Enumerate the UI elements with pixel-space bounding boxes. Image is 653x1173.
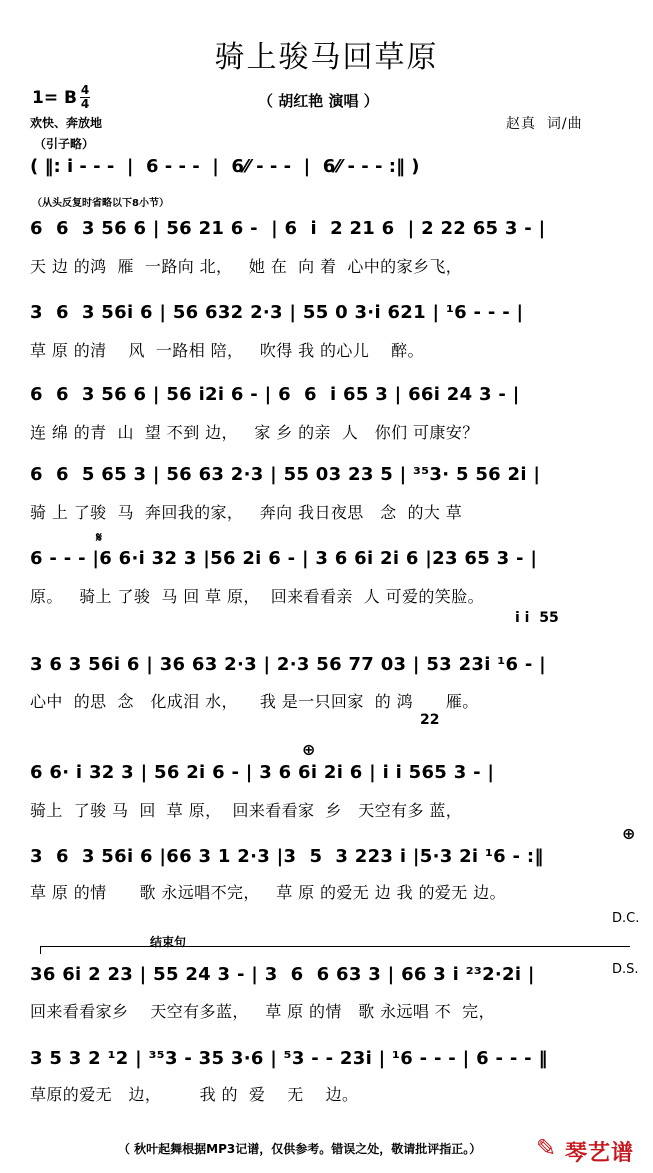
- notation-line-5: 6 - - - |6 6·i 32 3 |56 2i 6 - | 3 6 6i 2i 6 |23 65 3 - |: [30, 548, 538, 569]
- footer-note: （ 秋叶起舞根据MP3记谱，仅供参考。错误之处，敬请批评指正。）: [118, 1142, 482, 1156]
- site-logo: 琴艺谱: [565, 1141, 635, 1166]
- notation-line-1: 6 6 3 56 6 | 56 21 6 - | 6 i 2 21 6 | 2 22 65 3 - |: [30, 218, 546, 239]
- key-signature: 1= B: [32, 88, 77, 108]
- notation-line-3: 6 6 3 56 6 | 56 i2i 6 - | 6 6 i 65 3 | 66i 24 3 - |: [30, 384, 520, 405]
- ending-bracket: [40, 946, 630, 947]
- intro-label: （引子略）: [34, 137, 95, 151]
- lyrics-line-8: 草 原 的情 歌 永远唱不完， 草 原 的爱无 边 我 的爱无 边。: [30, 883, 506, 902]
- dc-mark: D.C.: [612, 911, 640, 926]
- notation-line-9: 36 6i 2 23 | 55 24 3 - | 3 6 6 63 3 | 66 3 i ²³2·2i |: [30, 964, 535, 985]
- above-notes-a: i i 55: [515, 610, 559, 626]
- lyrics-line-5: 原。 骑上 了骏 马 回 草 原， 回来看看亲 人 可爱的笑脸。: [30, 587, 485, 606]
- lyrics-line-6: 心中 的思 念 化成泪 水， 我 是一只回家 的 鸿 雁。: [30, 692, 479, 711]
- above-notes-b: 22: [420, 712, 440, 728]
- lyrics-line-4: 骑 上 了骏 马 奔回我的家， 奔向 我日夜思 念 的大 草: [30, 503, 463, 522]
- notation-line-8: 3 6 3 56i 6 |66 3 1 2·3 |3 5 3 223 i |5·3 2i ¹6 - :‖: [30, 846, 544, 867]
- notation-line-10: 3 5 3 2 ¹2 | ³⁵3 - 35 3·6 | ⁵3 - - 23i | ¹6 - - - | 6 - - - ‖: [30, 1048, 548, 1069]
- notation-line-2: 3 6 3 56i 6 | 56 632 2·3 | 55 0 3·i 621 | ¹6 - - - |: [30, 302, 524, 323]
- notation-line-6: 3 6 3 56i 6 | 36 63 2·3 | 2·3 56 77 03 | 53 23i ¹6 - |: [30, 654, 547, 675]
- segno-sign: 𝄋: [96, 530, 103, 546]
- lyrics-line-7: 骑上 了骏 马 回 草 原， 回来看看家 乡 天空有多 蓝，: [30, 801, 463, 820]
- lyrics-line-2: 草 原 的清 风 一路相 陪， 吹得 我 的心儿 醉。: [30, 341, 424, 360]
- tempo-marking: 欢快、奔放地: [30, 116, 103, 130]
- author-credit: 赵真 词/曲: [506, 116, 583, 132]
- coda-sign-end: ⊕: [622, 824, 636, 843]
- lyrics-line-3: 连 绵 的青 山 望 不到 边， 家 乡 的亲 人 你们 可康安？: [30, 423, 479, 442]
- page-title: 骑上骏马回草原: [214, 40, 439, 75]
- coda-sign: ⊕: [302, 740, 316, 759]
- dc-ds-marking: [612, 876, 639, 995]
- lyrics-line-9: 回来看看家乡 天空有多蓝， 草 原 的情 歌 永远唱 不 完，: [30, 1002, 495, 1021]
- ds-mark: D.S.: [612, 962, 639, 977]
- ending-bracket-hook: [40, 946, 41, 954]
- time-signature: [80, 84, 90, 111]
- lyrics-line-1: 天 边 的鸿 雁 一路向 北， 她 在 向 着 心中的家乡飞，: [30, 257, 463, 276]
- notation-line-7: 6 6· i 32 3 | 56 2i 6 - | 3 6 6i 2i 6 | i i 565 3 - |: [30, 762, 495, 783]
- logo-icon: ✎: [536, 1134, 557, 1162]
- intro-line: ( ‖: i - - - | 6 - - - | 6⁄⁄ - - - | 6⁄⁄ - - - :‖ ): [30, 156, 420, 177]
- ending-label: 结束句: [150, 935, 187, 949]
- time-sig-top: 4: [80, 83, 90, 97]
- repeat-note: （从头反复时省略以下8小节）: [32, 198, 169, 209]
- notation-line-4: 6 6 5 65 3 | 56 63 2·3 | 55 03 23 5 | ³⁵3· 5 56 2i |: [30, 464, 541, 485]
- singer-credit: （ 胡红艳 演唱 ）: [258, 92, 379, 110]
- time-sig-bottom: 4: [80, 97, 90, 111]
- lyrics-line-10: 草原的爱无 边， 我 的 爱 无 边。: [30, 1085, 359, 1104]
